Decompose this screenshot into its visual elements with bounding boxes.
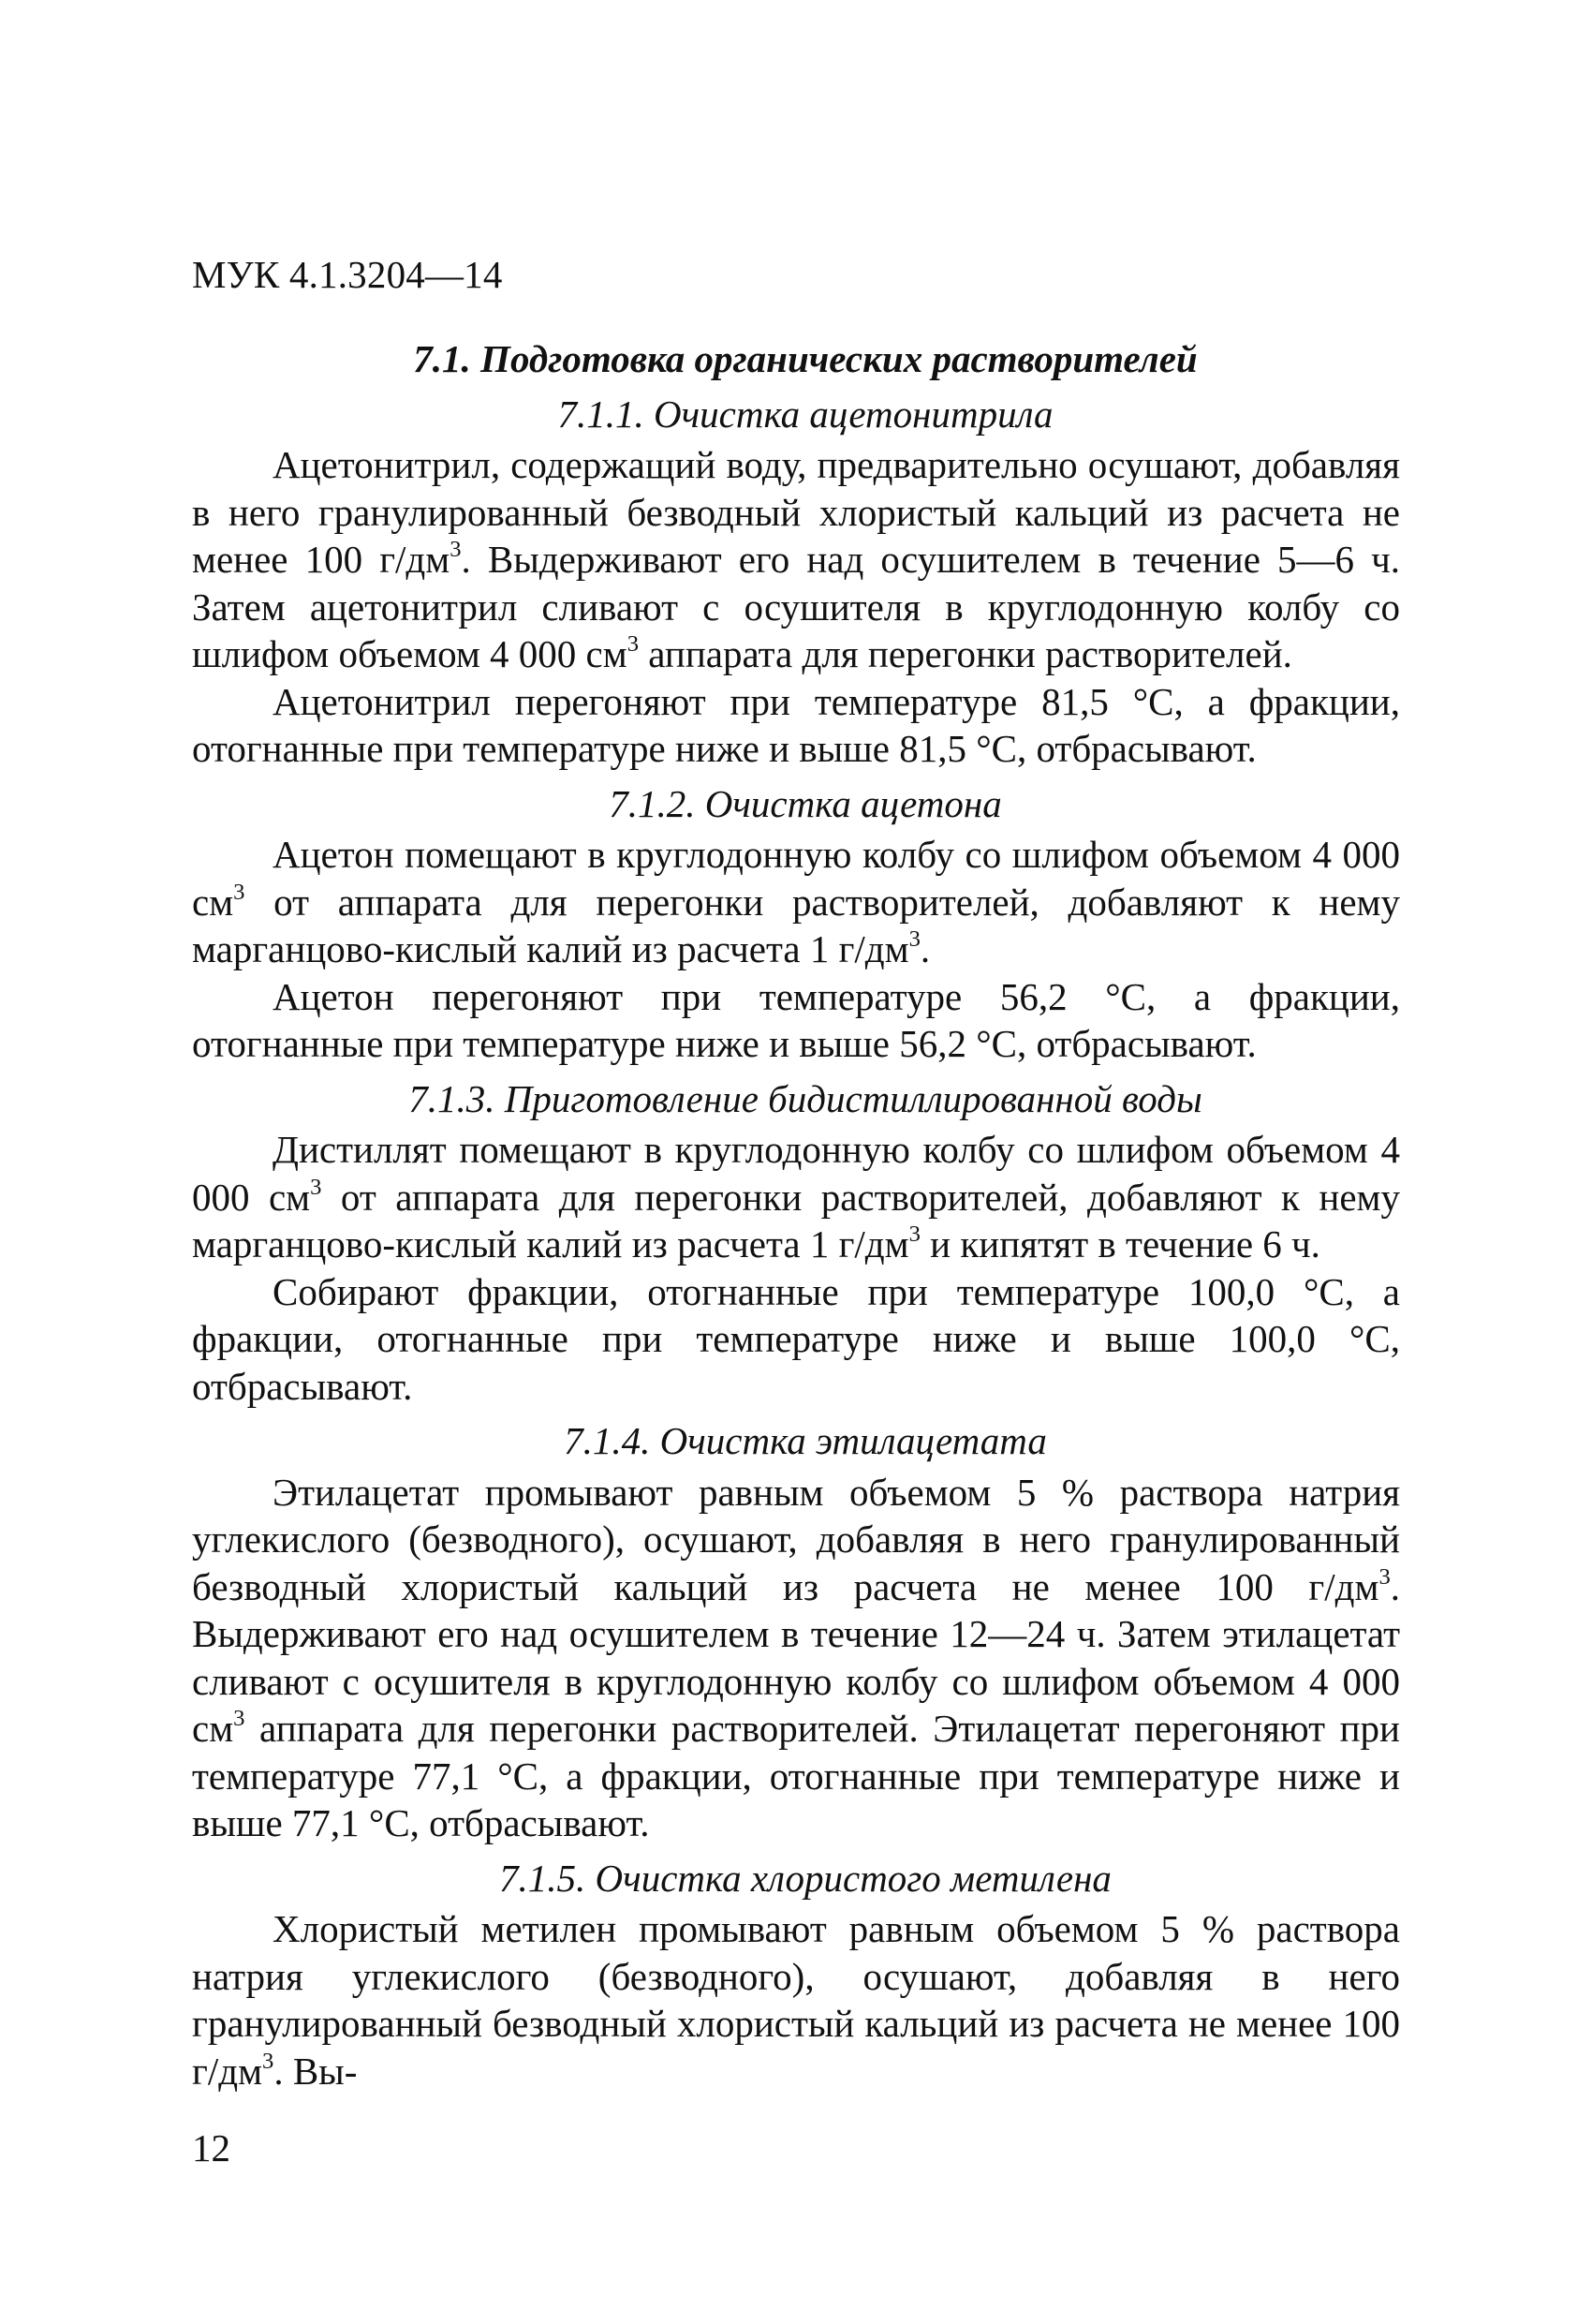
page-number: 12 (192, 2126, 230, 2169)
paragraph-text: Ацетонитрил, содержащий воду, предварительно осушают, добавляя в него гранулированный безводный хлористый кальций из расчета не менее 100 г/дм (192, 443, 1400, 581)
paragraph-text: Дистиллят помещают в круглодонную колбу со шлифом объемом 4 000 см (192, 1128, 1400, 1219)
paragraph-text: аппарата для перегонки растворителей. Этилацетат перегоняют при температуре 77,1 °С, а фракции, отогнанные при температуре ниже и выше 77,1 °С, отбрасывают. (192, 1707, 1400, 1844)
paragraph-text: . (920, 927, 931, 970)
paragraph-text: и кипятят в течение 6 ч. (920, 1222, 1320, 1266)
document-code-header: МУК 4.1.3204—14 (192, 253, 503, 296)
superscript: 3 (233, 879, 245, 905)
paragraph-methylene-chloride (192, 1905, 1400, 2095)
paragraph-acetonitrile-distillation: Ацетонитрил перегоняют при температуре 81,5 °С, а фракции, отогнанные при температуре ниже и выше 81,5 °С, отбрасывают. (192, 679, 1400, 770)
paragraph-acetone-distillation: Ацетон перегоняют при температуре 56,2 °С, а фракции, отогнанные при температуре ниже и выше 56,2 °С, отбрасывают. (192, 974, 1400, 1065)
paragraph-water-preparation (192, 1126, 1400, 1268)
page-content (192, 335, 1400, 2095)
superscript: 3 (908, 1221, 921, 1248)
subsection-title-ethyl-acetate: 7.1.4. Очистка этилацетата (564, 1419, 1047, 1462)
paragraph-text: от аппарата для перегонки растворителей, добавляют к нему марганцово-кислый калий из расчета 1 г/дм (192, 880, 1400, 970)
paragraph-text: Хлористый метилен промывают равным объемом 5 % раствора натрия углекислого (безводного), осушают, добавляя в него гранулированный безводный хлористый кальций из расчета не менее 100 г/дм (192, 1907, 1400, 2093)
paragraph-text: . Выдерживают его над осушителем в течение 12—24 ч. Затем этилацетат сливают с осушителя в круглодонную колбу со шлифом объемом 4 000 см (192, 1564, 1400, 1750)
paragraph-acetonitrile-drying (192, 441, 1400, 678)
superscript: 3 (450, 537, 462, 563)
superscript: 3 (262, 2048, 274, 2074)
superscript: 3 (233, 1706, 245, 1732)
paragraph-text: . Выдерживают его над осушителем в течение 5—6 ч. Затем ацетонитрил сливают с осушителя в круглодонную колбу со шлифом объемом 4 000 см (192, 538, 1400, 675)
superscript: 3 (908, 926, 921, 953)
paragraph-water-collection: Собирают фракции, отогнанные при температуре 100,0 °С, а фракции, отогнанные при температуре ниже и выше 100,0 °С, отбрасывают. (192, 1269, 1400, 1408)
paragraph-text: Ацетон помещают в круглодонную колбу со шлифом объемом 4 000 см (192, 833, 1400, 924)
subsection-title-methylene-chloride: 7.1.5. Очистка хлористого метилена (499, 1856, 1112, 1900)
subsection-title-bidistilled-water: 7.1.3. Приготовление бидистиллированной воды (408, 1076, 1202, 1120)
paragraph-text: . Вы- (273, 2049, 358, 2093)
paragraph-acetone-preparation (192, 831, 1400, 973)
subsection-title-acetone: 7.1.2. Очистка ацетона (609, 781, 1002, 825)
paragraph-text: Этилацетат промывают равным объемом 5 % раствора натрия углекислого (безводного), осушают, добавляя в него гранулированный безводный хлористый кальций из расчета не менее 100 г/дм (192, 1470, 1400, 1608)
paragraph-ethyl-acetate (192, 1469, 1400, 1847)
superscript: 3 (626, 631, 639, 658)
paragraph-text: от аппарата для перегонки растворителей, добавляют к нему марганцово-кислый калий из расчета 1 г/дм (192, 1175, 1401, 1266)
section-title: 7.1. Подготовка органических растворителей (413, 337, 1198, 380)
superscript: 3 (310, 1174, 322, 1200)
paragraph-text: аппарата для перегонки растворителей. (639, 632, 1292, 675)
subsection-title-acetonitrile: 7.1.1. Очистка ацетонитрила (557, 392, 1054, 436)
superscript: 3 (1378, 1563, 1391, 1590)
